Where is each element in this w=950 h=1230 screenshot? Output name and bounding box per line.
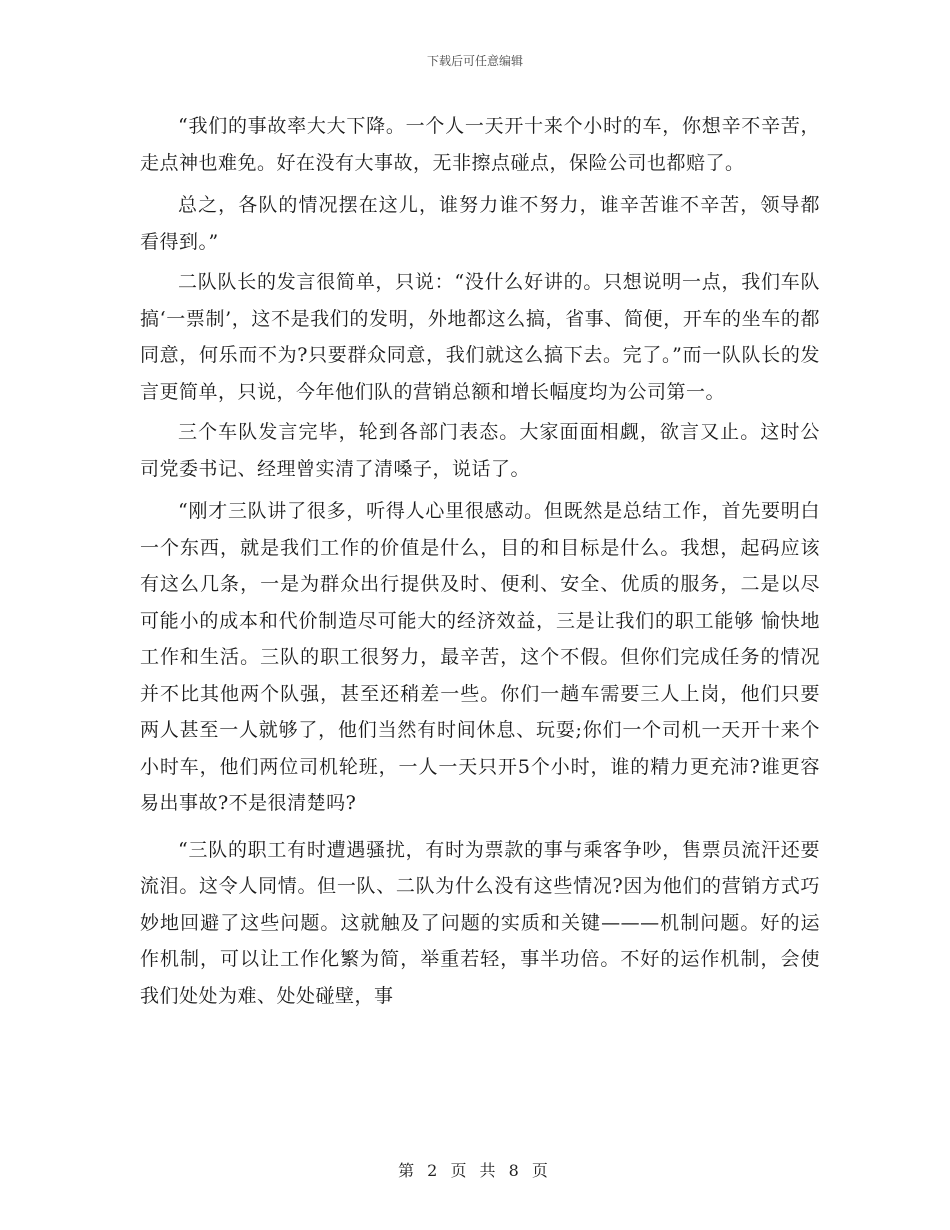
- document-body: [140, 108, 820, 1014]
- page-number: 第 2 页 共 8 页: [398, 1161, 552, 1180]
- paragraph: “三队的职工有时遭遇骚扰，有时为票款的事与乘客争吵，售票员流汗还要流泪。这令人同情。但一队、二队为什么没有这些情况?因为他们的营销方式巧妙地回避了这些问题。这就触及了问题的实质和关键———机制问题。好的运作机制，可以让工作化繁为简，举重若轻，事半功倍。不好的运作机制，会使我们处处为难、处处碰壁，事: [140, 838, 820, 1007]
- header-note: 下载后可任意编辑: [426, 54, 523, 68]
- paragraph: 三个车队发言完毕，轮到各部门表态。大家面面相觑，欲言又止。这时公司党委书记、经理曾实清了清嗓子，说话了。: [140, 421, 820, 480]
- paragraph: “我们的事故率大大下降。一个人一天开十来个小时的车，你想辛不辛苦，走点神也难免。好在没有大事故，无非擦点碰点，保险公司也都赔了。: [140, 115, 820, 174]
- paragraph: “刚才三队讲了很多，听得人心里很感动。但既然是总结工作，首先要明白一个东西，就是我们工作的价值是什么，目的和目标是什么。我想，起码应该有这么几条，一是为群众出行提供及时、便利、安全、优质的服务，二是以尽可能小的成本和代价制造尽可能大的经济效益，三是让我们的职工能够 愉快地工作和生活。三队的职工很努力，最辛苦，这个不假。但你们完成任务的情况并不比其他两个队强，甚至还稍差一些。你们一趟车需要三人上岗，他们只要两人甚至一人就够了，他们当然有时间休息、玩耍;你们一个司机一天开十来个小时车，他们两位司机轮班，一人一天只开5个小时，谁的精力更充沛?谁更容易出事故?不是很清楚吗?: [140, 500, 820, 814]
- paragraph: 二队队长的发言很简单，只说：“没什么好讲的。只想说明一点，我们车队搞‘一票制’，这不是我们的发明，外地都这么搞，省事、简便，开车的坐车的都同意，何乐而不为?只要群众同意，我们就这么搞下去。完了。”而一队队长的发言更简单，只说，今年他们队的营销总额和增长幅度均为公司第一。: [140, 271, 820, 403]
- paragraph: 总之，各队的情况摆在这儿，谁努力谁不努力，谁辛苦谁不辛苦，领导都看得到。”: [140, 194, 820, 253]
